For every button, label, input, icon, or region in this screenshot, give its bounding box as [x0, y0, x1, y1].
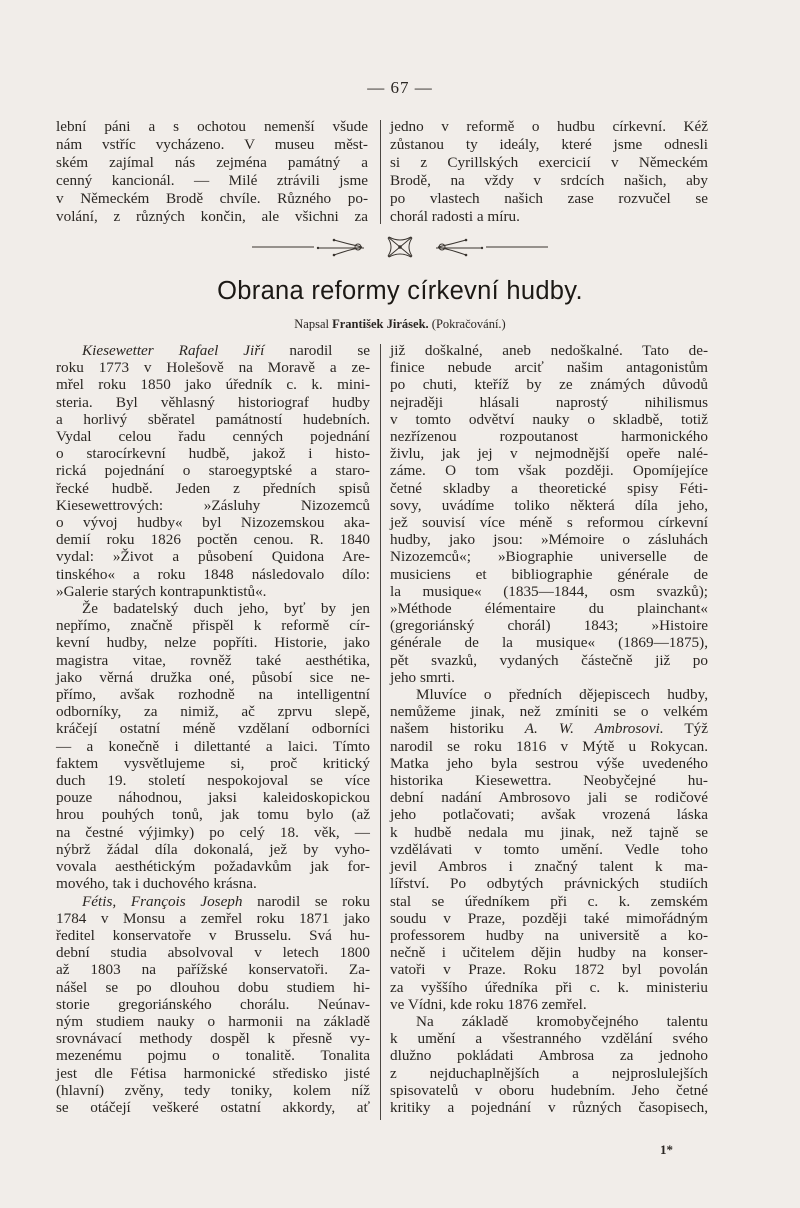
text-line: faktem vysvětlujeme si, proč kritický [56, 754, 370, 772]
text-line: soudu v Praze, později také mimořádným [390, 909, 708, 927]
text-line: vovala aesthétickým požadavkům jak for- [56, 858, 370, 876]
text-line: chorál radosti a míru. [390, 208, 520, 225]
text-line: srovnávací methody dospěl k přesně vy- [56, 1030, 370, 1048]
text-line: až 1803 na pařížské konservatoři. Za- [56, 961, 370, 979]
text-line: mezenému pojmu o tonalitě. Tonalita [56, 1047, 370, 1065]
text-line: cenný kancionál. — Milé ztrávili jsme [56, 172, 368, 189]
text-line: v Německém Brodě chvíle. Různého po- [56, 190, 368, 207]
text-line: pět svazků, vydaných částečně již po [390, 651, 708, 669]
text-line [56, 893, 370, 910]
text-line: k hudbě nedala mu jinak, než tajně se [390, 823, 708, 841]
text-line: ském zajímal nás zejména památný a [56, 154, 368, 171]
text-line: jako věrná družka oné, působí sice ne- [56, 668, 370, 686]
text-line: dební studia absolvoval v letech 1800 [56, 944, 370, 962]
paragraph-fetis-works [390, 342, 708, 686]
text-line: magistra vitae, rovněž také aesthétika, [56, 651, 370, 669]
text-line: Brodě, na vždy v srdcích našich, aby [390, 172, 708, 189]
text-line: lířství. Po odbytých právnických studiích [390, 875, 708, 893]
text-line: historika Kiesewettra. Neobyčejné hu- [390, 772, 708, 790]
text-line: tinského« a roku 1848 následovalo dílo: [56, 565, 370, 583]
text-fragment: narodil se roku [242, 892, 370, 910]
text-line: jedno v reformě o hudbu církevní. Kéž [390, 118, 708, 135]
byline-prefix: Napsal [294, 317, 329, 331]
text-line: jevil Ambros i značný talent k ma- [390, 858, 708, 876]
text-line: volání, z různých končin, ale všichni za [56, 208, 368, 225]
text-line: přímo, avšak rozhodně na intelligentní [56, 686, 370, 704]
text-line: hrou pouhých tonů, jak tomu bylo (až [56, 806, 370, 824]
text-line: nám vstříc vycházeno. V museu měst- [56, 136, 368, 153]
text-line: v tomto odvětví nauky o skladbě, totiž [390, 410, 708, 428]
text-line: Matka jeho byla sestrou výše uvedeného [390, 754, 708, 772]
person-name: Kiesewetter Rafael Jiří [82, 342, 265, 359]
text-line: — a konečně i dilettanté a laici. Tímto [56, 737, 370, 755]
text-line: po chuti, kteříž by ze známých důvodů [390, 376, 708, 394]
text-line: kevní hudby, nelze popříti. Historie, jako [56, 634, 370, 652]
text-line: zůstanou ty ideály, které jsme odnesli [390, 136, 708, 153]
text-line [390, 720, 708, 737]
text-line: Nizozemců«; »Biographie universelle de [390, 548, 708, 566]
text-line: a horlivý sběratel památností hudebních. [56, 410, 370, 428]
ornament-divider-icon [252, 234, 548, 260]
text-line: demií roku 1826 poctěn cenou. R. 1840 [56, 531, 370, 549]
text-line: se otáčejí veškeré ostatní akkordy, ať [56, 1098, 370, 1116]
text-line: ve Vídni, kde roku 1876 zemřel. [390, 995, 587, 1013]
text-line: živlu, jak jej v nejmodnější opeře nalé- [390, 445, 708, 463]
left-article-column [56, 342, 370, 1116]
column-divider-top [380, 120, 381, 224]
text-line: steria. Byl věhlasný historiograf hudby [56, 393, 370, 411]
paragraph-ambros [390, 686, 708, 1013]
text-fragment: Týž [663, 720, 708, 738]
top-right-column [390, 118, 708, 226]
text-line: (gregoriánský chorál) 1843; »Histoire [390, 617, 708, 635]
text-line: ným studiem nauky o harmonii na základě [56, 1012, 370, 1030]
text-fragment: našem historiku [390, 720, 525, 738]
text-line: záme. O tom však později. Opomíjejíce [390, 462, 708, 480]
text-line: nepřímo, značně přispěl k reformě cír- [56, 617, 370, 635]
text-line: již doškalné, aneb nedoškalné. Tato de- [390, 342, 708, 359]
text-line: rická pojednání o staroegyptské a staro- [56, 462, 370, 480]
text-line: »Galerie starých kontrapunktistů«. [56, 582, 267, 600]
text-line: »Méthode élémentaire du plainchant« [390, 600, 708, 618]
text-line: sovy, uvádíme toliko některá díla jeho, [390, 496, 708, 514]
text-line: nášel se po dlouhou dobu studiem hi- [56, 978, 370, 996]
text-line: jeho smrti. [390, 668, 455, 686]
text-line: dlužno pokládati Ambrosa za jednoho [390, 1047, 708, 1065]
text-line: jest dle Fétisa harmonické středisko jisté [56, 1064, 370, 1082]
text-line: professorem hudby na universitě a ko- [390, 926, 708, 944]
text-line: řecké hudbě. Jeden z předních spisů [56, 479, 370, 497]
text-line: nýbrž žádal díla dokonalá, jež by vyho- [56, 840, 370, 858]
text-line: mřel roku 1850 jako úředník c. k. mini- [56, 376, 370, 394]
text-line: Vydal celou řadu cenných pojednání [56, 428, 370, 446]
text-line: Mluvíce o předních dějepiscech hudby, [416, 686, 708, 704]
text-line: kráčejí ostatní méně vzdělaní odborníci [56, 720, 370, 738]
text-line: z nejduchaplnějších a nejproslulejších [390, 1064, 708, 1082]
continuation-note: (Pokračování.) [431, 317, 506, 331]
text-fragment: narodil se [264, 342, 370, 359]
text-line: ředitel konservatoře v Brusselu. Svá hu- [56, 926, 370, 944]
paragraph-reform-influence [56, 600, 370, 892]
text-line: nemůžeme jinak, než zmíniti se o velkém [390, 703, 708, 721]
text-line: nejraději hlásali naprostý nihilismus [390, 393, 708, 411]
text-line: dební nadání Ambrosovo jali se rodičové [390, 789, 708, 807]
text-line: k umění a všestranného vzdělání svého [390, 1030, 708, 1048]
text-line: nezřízenou rozpoutanost harmonického [390, 428, 708, 446]
person-name: Fétis, François Joseph [82, 892, 243, 910]
text-line: o starocírkevní hudbě, jakož i histo- [56, 445, 370, 463]
paragraph-ambros-legacy [390, 1013, 708, 1116]
text-line: pouze náhodnou, jaksi kaleidoskopickou [56, 789, 370, 807]
text-line: hudby, jako jsou: »Mémoire o zásluhách [390, 531, 708, 549]
text-line: po vlastech našich zase rozvučel se [390, 190, 708, 207]
text-line: narodil se roku 1816 v Mýtě u Rokycan. [390, 737, 708, 755]
text-line: za vyššího úředníka při c. k. ministeriu [390, 978, 708, 996]
text-line: nečně i učitelem dějin hudby na konser- [390, 944, 708, 962]
text-line: spisovatelů v oboru hudebním. Jeho četné [390, 1081, 708, 1099]
text-line: vzdělávati v tomto umění. Vedle toho [390, 840, 708, 858]
right-article-column [390, 342, 708, 1116]
text-line: musiciens et bibliographie générale de [390, 565, 708, 583]
text-line: duch 19. století nespokojoval se více [56, 772, 370, 790]
text-line [56, 342, 370, 359]
text-line: finice nebude arciť našim antagonistům [390, 359, 708, 377]
text-line: stal se úředníkem při c. k. zemském [390, 892, 708, 910]
paragraph-kiesewetter [56, 342, 370, 600]
signature-mark: 1* [660, 1142, 673, 1157]
text-line: si z Cyrillských exercicií v Německém [390, 154, 708, 171]
text-line: roku 1773 v Holešově na Moravě a ze- [56, 359, 370, 377]
page-number: — 67 — [367, 78, 433, 97]
text-line: 1784 v Monsu a zemřel roku 1871 jako [56, 909, 370, 927]
author-name: František Jirásek. [332, 317, 429, 331]
text-line: odborníky, za nimiž, ač zprvu slepě, [56, 703, 370, 721]
text-line: vydal: »Život a působení Quidona Are- [56, 548, 370, 566]
text-line: la musique« (1835—1844, osm svazků); [390, 582, 708, 600]
paragraph-continuation-right [390, 118, 708, 226]
column-divider-bottom [380, 344, 381, 1120]
text-line: jež souvisí více méně s reformou církevní [390, 514, 708, 532]
top-left-column [56, 118, 368, 226]
person-name: A. W. Ambrosovi. [524, 720, 664, 738]
text-line: générale de la musique« (1869—1875), [390, 634, 708, 652]
text-line: na čestné výjimky) po celý 18. věk, — [56, 823, 370, 841]
text-line: četné skladby a theoretické spisy Féti- [390, 479, 708, 497]
text-line: jeho potlačovati; avšak vrozená láska [390, 806, 708, 824]
byline [0, 316, 800, 332]
text-line: kritiky a pojednání v různých časopisech, [390, 1098, 708, 1116]
text-line: Kiesewettrových: »Zásluhy Nizozemců [56, 496, 370, 514]
paragraph-continuation-left [56, 118, 368, 226]
article-title: Obrana reformy církevní hudby. [217, 277, 583, 305]
paragraph-fetis [56, 893, 370, 1117]
text-line: vatoři v Praze. Roku 1872 byl povolán [390, 961, 708, 979]
text-line: Na základě kromobyčejného talentu [416, 1012, 708, 1030]
text-line: storie gregoriánského chorálu. Neúnav- [56, 995, 370, 1013]
text-line: (hlavní) zvěny, tedy toniky, kolem níž [56, 1081, 370, 1099]
text-line: lební páni a s ochotou nemenší všude [56, 118, 368, 135]
text-line: Že badatelský duch jeho, byť by jen [82, 600, 370, 618]
text-line: mového, tak i duchového krásna. [56, 875, 257, 893]
text-line: o vývoj hudby« byl Nizozemskou aka- [56, 514, 370, 532]
